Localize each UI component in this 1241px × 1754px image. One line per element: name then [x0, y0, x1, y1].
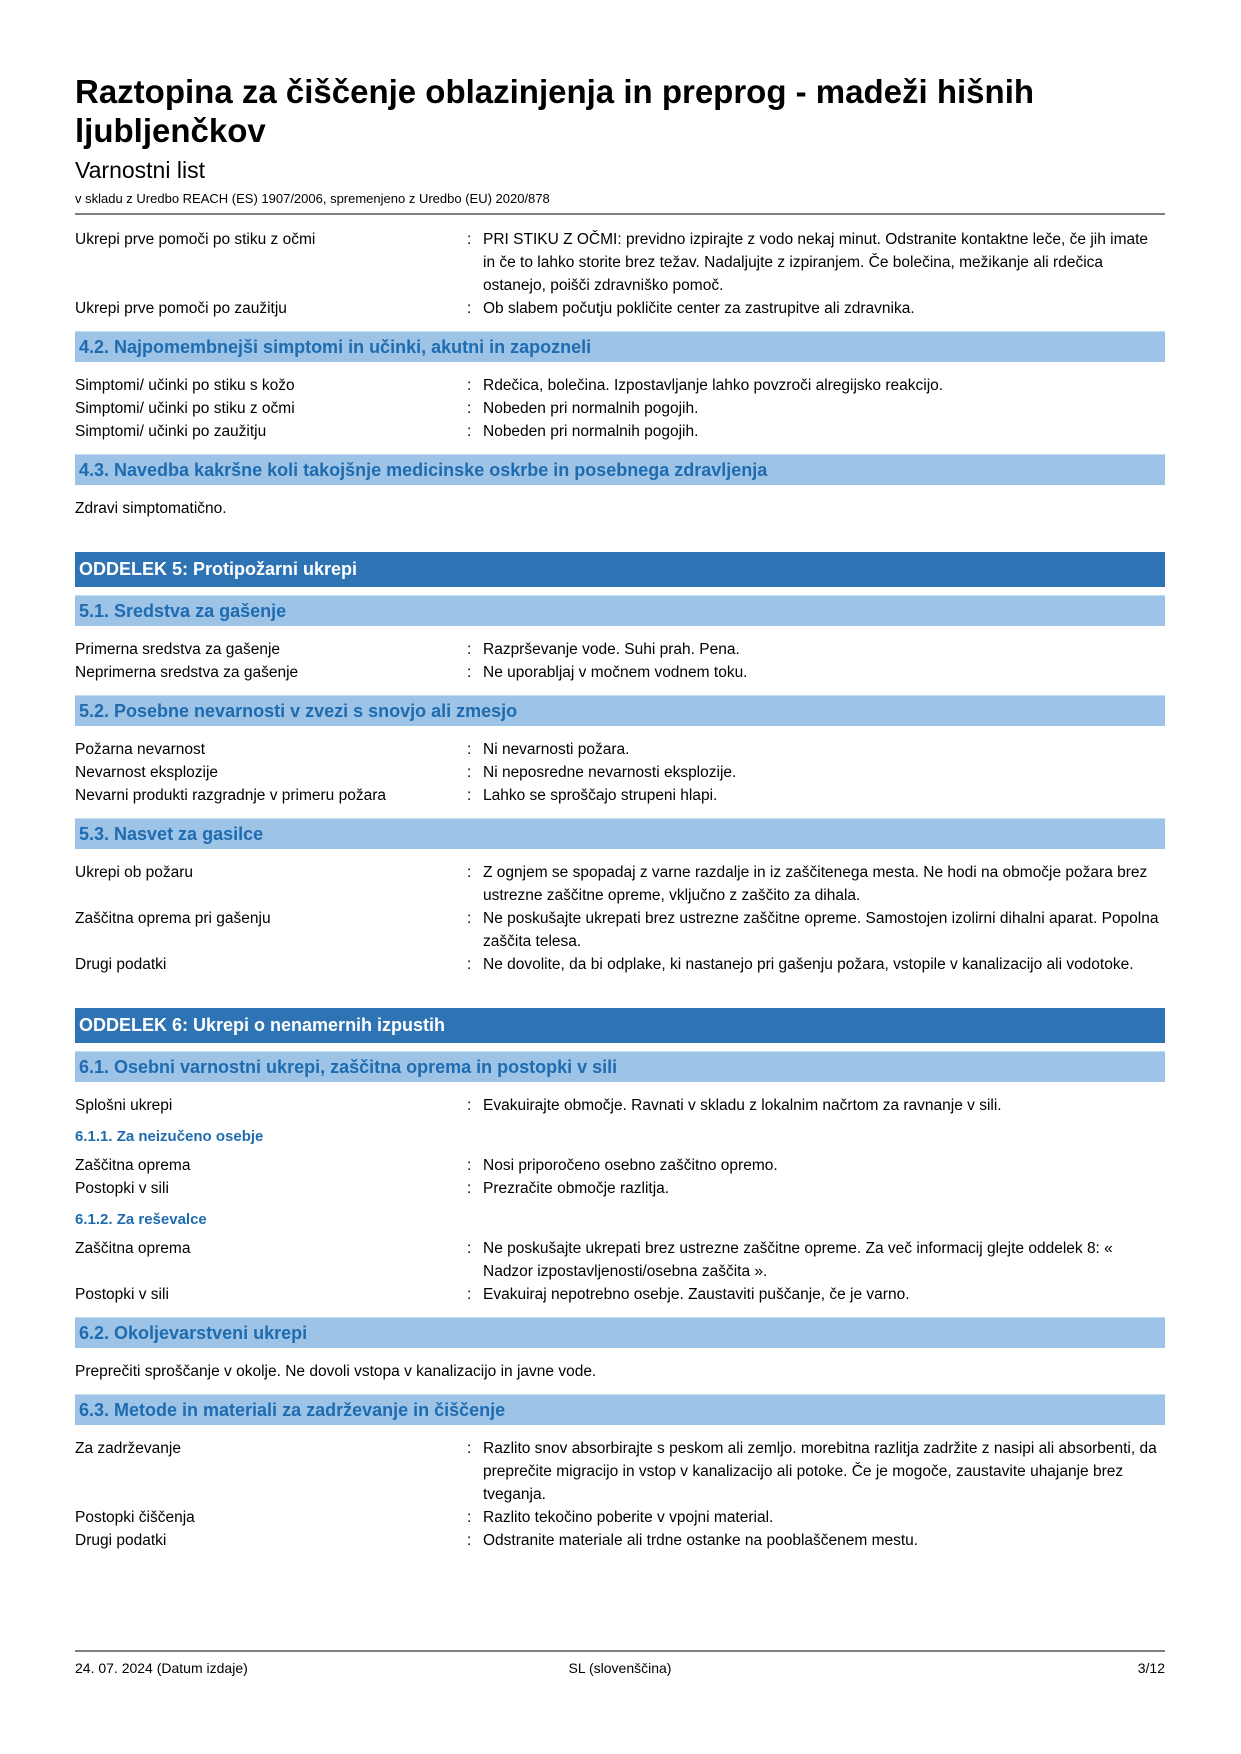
field-row	[75, 397, 1165, 420]
field-colon: :	[467, 377, 472, 394]
field-label: Neprimerna sredstva za gašenje	[75, 664, 299, 681]
field-value: Prezračite območje razlitja.	[483, 1180, 670, 1197]
field-row	[75, 638, 1165, 661]
field-value: Ne poskušajte ukrepati brez ustrezne zaščitne opreme. Samostojen izolirni dihalni aparat. Popolna zaščita telesa.	[483, 910, 1159, 950]
field-label: Simptomi/ učinki po stiku z očmi	[75, 400, 295, 417]
field-value: Ne poskušajte ukrepati brez ustrezne zaščitne opreme. Za več informacij glejte oddelek 8: « Nadzor izpostavljenosti/osebna zaščita ».	[483, 1240, 1113, 1280]
field-value: Ni neposredne nevarnosti eksplozije.	[483, 764, 737, 781]
field-colon: :	[467, 741, 472, 758]
field-colon: :	[467, 231, 472, 248]
field-value: Razlito snov absorbirajte s peskom ali zemljo. morebitna razlitja zadržite z nasipi ali absorbenti, da preprečite migracijo in vstop v kanalizacijo ali potoke. Če je mogoče, zaustavite uhajanje brez tveganja.	[483, 1440, 1157, 1503]
field-value: Nobeden pri normalnih pogojih.	[483, 423, 699, 440]
subsection-heading-4-3: 4.3. Navedba kakršne koli takojšnje medicinske oskrbe in posebnega zdravljenja	[75, 454, 1165, 485]
field-colon: :	[467, 641, 472, 658]
field-row	[75, 761, 1165, 784]
footer-divider	[75, 1650, 1165, 1652]
field-row	[75, 784, 1165, 807]
document-language: SL (slovenščina)	[568, 1660, 672, 1676]
field-row	[75, 1154, 1165, 1177]
field-row	[75, 1529, 1165, 1552]
field-colon: :	[467, 1440, 472, 1457]
field-colon: :	[467, 300, 472, 317]
field-colon: :	[467, 1097, 472, 1114]
field-row	[75, 228, 1165, 297]
document-title: Raztopina za čiščenje oblazinjenja in preprog - madeži hišnih ljubljenčkov	[75, 73, 1035, 149]
field-label: Drugi podatki	[75, 1532, 167, 1549]
field-colon: :	[467, 1157, 472, 1174]
subsection-heading-6-3: 6.3. Metode in materiali za zadrževanje in čiščenje	[75, 1394, 1165, 1425]
field-label: Postopki v sili	[75, 1286, 169, 1303]
field-colon: :	[467, 1509, 472, 1526]
field-row	[75, 420, 1165, 443]
field-value: Rdečica, bolečina. Izpostavljanje lahko povzroči alregijsko reakcijo.	[483, 377, 944, 394]
subsubsection-heading-6-1-2: 6.1.2. Za reševalce	[75, 1211, 207, 1228]
field-value: Ne dovolite, da bi odplake, ki nastanejo pri gašenju požara, vstopile v kanalizacijo ali vodotoke.	[483, 956, 1134, 973]
field-value: Ni nevarnosti požara.	[483, 741, 630, 758]
subsection-heading-6-1: 6.1. Osebni varnostni ukrepi, zaščitna oprema in postopki v sili	[75, 1051, 1165, 1082]
field-value: Lahko se sproščajo strupeni hlapi.	[483, 787, 718, 804]
field-colon: :	[467, 956, 472, 973]
field-colon: :	[467, 1286, 472, 1303]
field-label: Ukrepi prve pomoči po zaužitju	[75, 300, 287, 317]
field-label: Postopki čiščenja	[75, 1509, 195, 1526]
field-colon: :	[467, 1532, 472, 1549]
field-row	[75, 1506, 1165, 1529]
field-label: Ukrepi prve pomoči po stiku z očmi	[75, 231, 316, 248]
field-label: Požarna nevarnost	[75, 741, 206, 758]
subsection-heading-6-2: 6.2. Okoljevarstveni ukrepi	[75, 1317, 1165, 1348]
field-row	[75, 661, 1165, 684]
field-colon: :	[467, 1240, 472, 1257]
page-number: 3/12	[1137, 1660, 1165, 1676]
subsubsection-heading-6-1-1: 6.1.1. Za neizučeno osebje	[75, 1128, 264, 1145]
field-label: Nevarni produkti razgradnje v primeru požara	[75, 787, 387, 804]
field-label: Zaščitna oprema	[75, 1157, 191, 1174]
field-label: Za zadrževanje	[75, 1440, 181, 1457]
field-value: Evakuirajte območje. Ravnati v skladu z lokalnim načrtom za ravnanje v sili.	[483, 1097, 1002, 1114]
field-colon: :	[467, 400, 472, 417]
field-colon: :	[467, 423, 472, 440]
field-value: Ne uporabljaj v močnem vodnem toku.	[483, 664, 748, 681]
field-row	[75, 297, 1165, 320]
document-body	[75, 228, 1165, 1552]
field-value: Z ognjem se spopadaj z varne razdalje in iz zaščitenega mesta. Ne hodi na območje požara brez ustrezne zaščitne opreme, vključno z zaščito za dihala.	[483, 864, 1148, 904]
field-row	[75, 1437, 1165, 1506]
field-row	[75, 861, 1165, 907]
paragraph: Preprečiti sproščanje v okolje. Ne dovoli vstopa v kanalizacijo in javne vode.	[75, 1363, 597, 1380]
field-label: Postopki v sili	[75, 1180, 169, 1197]
field-row	[75, 907, 1165, 953]
field-label: Nevarnost eksplozije	[75, 764, 219, 781]
field-row	[75, 374, 1165, 397]
subsection-heading-4-2: 4.2. Najpomembnejši simptomi in učinki, akutni in zapozneli	[75, 331, 1165, 362]
header-divider	[75, 213, 1165, 215]
regulation-note: v skladu z Uredbo REACH (ES) 1907/2006, spremenjeno z Uredbo (EU) 2020/878	[75, 191, 550, 206]
field-value: Razprševanje vode. Suhi prah. Pena.	[483, 641, 740, 658]
document-subtitle: Varnostni list	[75, 157, 205, 183]
field-value: PRI STIKU Z OČMI: previdno izpirajte z vodo nekaj minut. Odstranite kontaktne leče, če jih imate in če to lahko storite brez težav. Nadaljujte z izpiranjem. Če bolečina, mežikanje ali rdečica ostanejo, poišči zdravniško pomoč.	[483, 231, 1149, 294]
subsection-heading-5-3: 5.3. Nasvet za gasilce	[75, 818, 1165, 849]
subsection-heading-5-2: 5.2. Posebne nevarnosti v zvezi s snovjo ali zmesjo	[75, 695, 1165, 726]
section-heading-5: ODDELEK 5: Protipožarni ukrepi	[75, 552, 1165, 587]
field-row	[75, 1283, 1165, 1306]
field-value: Odstranite materiale ali trdne ostanke na pooblaščenem mestu.	[483, 1532, 919, 1549]
field-value: Nobeden pri normalnih pogojih.	[483, 400, 699, 417]
field-label: Ukrepi ob požaru	[75, 864, 194, 881]
paragraph: Zdravi simptomatično.	[75, 500, 227, 517]
field-value: Razlito tekočino poberite v vpojni material.	[483, 1509, 774, 1526]
field-row	[75, 1237, 1165, 1283]
field-value: Ob slabem počutju pokličite center za zastrupitve ali zdravnika.	[483, 300, 915, 317]
field-row	[75, 738, 1165, 761]
field-label: Zaščitna oprema	[75, 1240, 191, 1257]
field-label: Simptomi/ učinki po stiku s kožo	[75, 377, 295, 394]
field-label: Splošni ukrepi	[75, 1097, 173, 1114]
section-heading-6: ODDELEK 6: Ukrepi o nenamernih izpustih	[75, 1008, 1165, 1043]
field-row	[75, 953, 1165, 976]
field-value: Evakuiraj nepotrebno osebje. Zaustaviti puščanje, če je varno.	[483, 1286, 910, 1303]
field-label: Simptomi/ učinki po zaužitju	[75, 423, 267, 440]
issue-date: 24. 07. 2024 (Datum izdaje)	[75, 1660, 248, 1676]
field-colon: :	[467, 787, 472, 804]
field-value: Nosi priporočeno osebno zaščitno opremo.	[483, 1157, 778, 1174]
field-colon: :	[467, 1180, 472, 1197]
field-colon: :	[467, 764, 472, 781]
subsection-heading-5-1: 5.1. Sredstva za gašenje	[75, 595, 1165, 626]
field-row	[75, 1177, 1165, 1200]
field-label: Primerna sredstva za gašenje	[75, 641, 281, 658]
field-colon: :	[467, 864, 472, 881]
field-row	[75, 1094, 1165, 1117]
field-label: Zaščitna oprema pri gašenju	[75, 910, 271, 927]
field-colon: :	[467, 664, 472, 681]
field-label: Drugi podatki	[75, 956, 167, 973]
field-colon: :	[467, 910, 472, 927]
